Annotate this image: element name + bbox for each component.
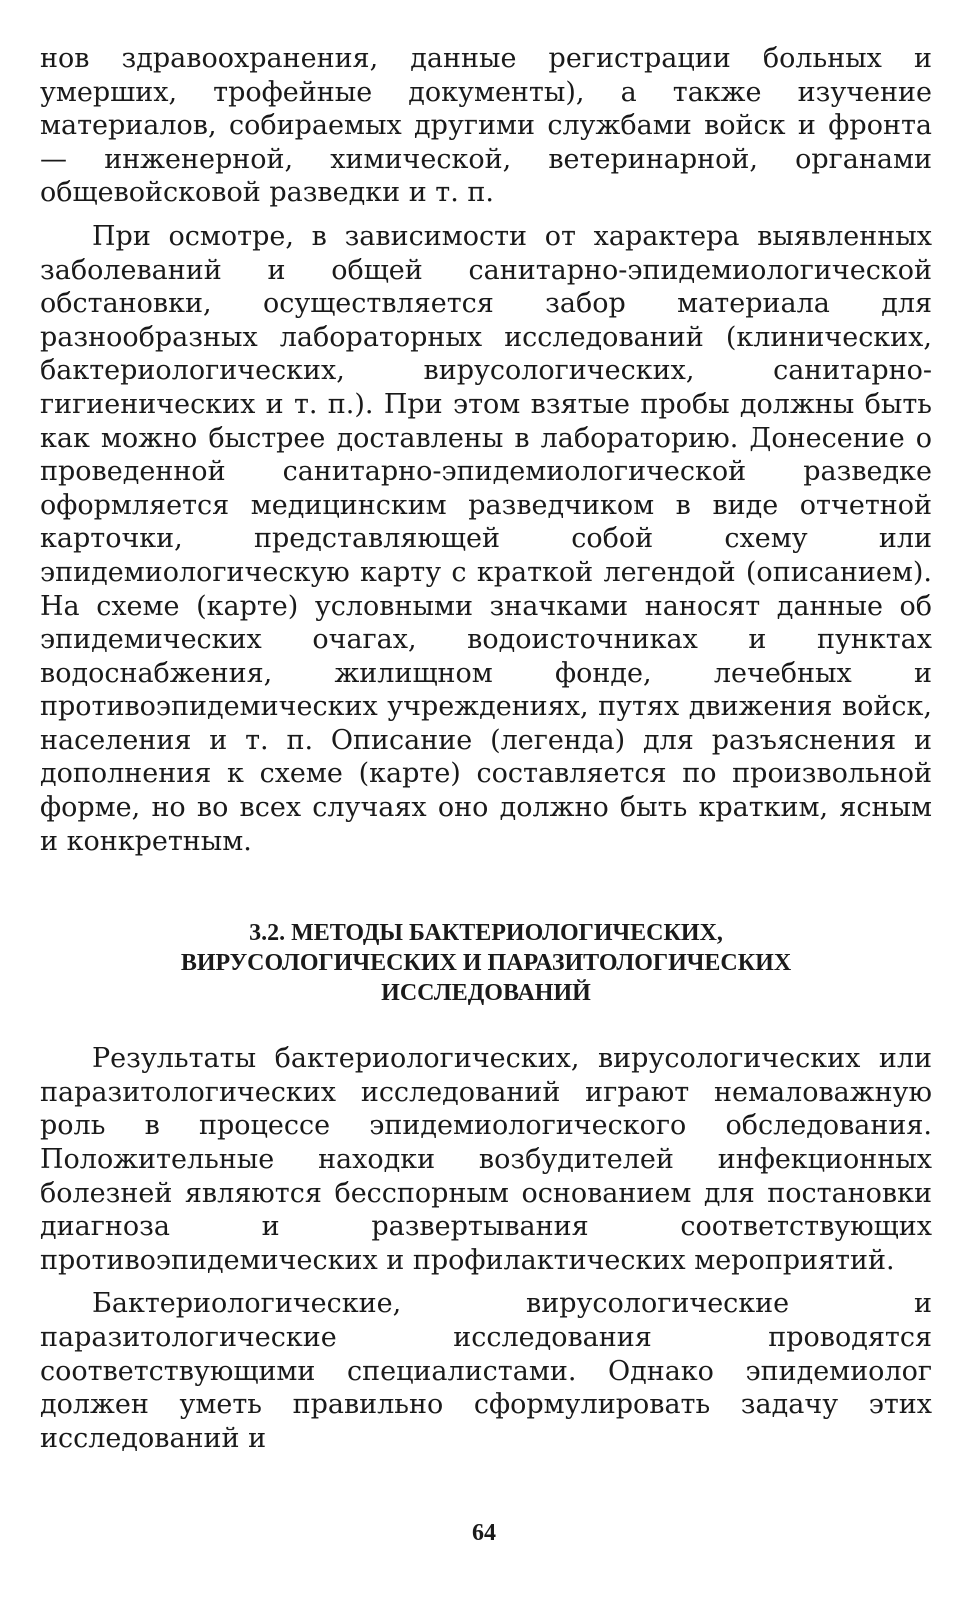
page-body [40,42,932,1455]
paragraph-specialists: Бактериологические, вирусологические и паразитологические исследования проводятся соответствующими специалистами. Однако эпидемиолог должен уметь правильно сформулировать задачу этих исследований и [40,1288,932,1454]
section-heading [40,918,932,1008]
page-number: 64 [472,1520,496,1546]
section-heading-line-2: ВИРУСОЛОГИЧЕСКИХ И ПАРАЗИТОЛОГИЧЕСКИХ [180,950,792,977]
paragraph-inspection: При осмотре, в зависимости от характера выявленных заболеваний и общей санитарно-эпидемиологической обстановки, осуществляется забор материала для разнообразных лабораторных исследований (клинических, бактериологических, вирусологических, санитарно-гигиенических и т. п.). При этом взятые пробы должны быть как можно быстрее доставлены в лабораторию. Донесение о проведенной санитарно-эпидемиологической разведке оформляется медицинским разведчиком в виде отчетной карточки, представляющей собой схему или эпидемиологическую карту с краткой легендой (описанием). На схеме (карте) условными значками наносят данные об эпидемических очагах, водоисточниках и пунктах водоснабжения, жилищном фонде, лечебных и противоэпидемических учреждениях, путях движения войск, населения и т. п. Описание (легенда) для разъяснения и дополнения к схеме (карте) составляется по произвольной форме, но во всех случаях оно должно быть кратким, ясным и конкретным. [40,220,932,857]
section-heading-line-3: ИССЛЕДОВАНИЙ [381,980,591,1007]
section-heading-line-1: 3.2. МЕТОДЫ БАКТЕРИОЛОГИЧЕСКИХ, [249,920,723,947]
paragraph-continuation: нов здравоохранения, данные регистрации больных и умерших, трофейные документы), а также изучение материалов, собираемых другими службами войск и фронта — инженерной, химической, ветеринарной, органами общевойсковой разведки и т. п. [40,43,932,209]
paragraph-results: Результаты бактериологических, вирусологических или паразитологических исследований играют немаловажную роль в процессе эпидемиологического обследования. Положительные находки возбудителей инфекционных болезней являются бесспорным основанием для постановки диагноза и развертывания соответствующих противоэпидемических и профилактических мероприятий. [40,1043,932,1276]
